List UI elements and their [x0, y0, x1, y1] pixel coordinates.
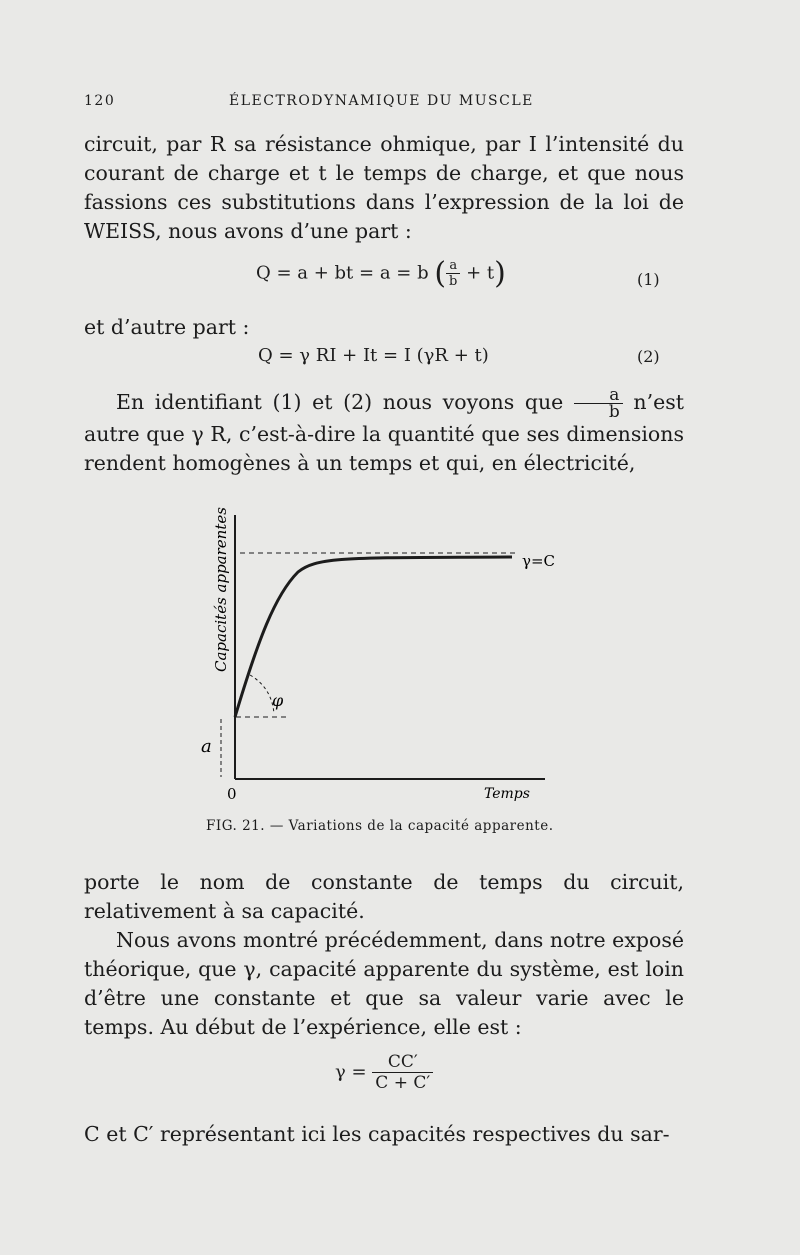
equation-3: [335, 1052, 433, 1093]
paragraph-4: [84, 926, 684, 1042]
equation-1-frac-num: a: [446, 258, 460, 274]
figure-caption: FIG. 21. — Variations de la capacité apparente.: [206, 818, 554, 834]
angle-arc: [250, 675, 274, 714]
intercept-label: a: [201, 736, 212, 757]
equation-3-den: C + C′: [375, 1073, 431, 1093]
asymptote-label: γ=C: [522, 552, 556, 570]
paragraph-3: [84, 868, 684, 926]
equation-3-num: CC′: [372, 1052, 433, 1073]
paragraph-4-text: Nous avons montré précédemment, dans notre exposé théorique, que γ, capacité apparente du système, est loin d’être une constante et que sa valeur varie avec le temps. Au début de l’expérience, elle est :: [84, 928, 684, 1039]
equation-2-number: (2): [637, 347, 660, 366]
page-number: 120: [84, 93, 116, 109]
paragraph-3-text: porte le nom de constante de temps du circuit, relativement à sa capacité.: [84, 870, 684, 923]
running-title: ÉLECTRODYNAMIQUE DU MUSCLE: [229, 93, 534, 109]
equation-1-tail: + t: [460, 262, 495, 284]
paragraph-5-text: C et C′ représentant ici les capacités respectives du sar-: [84, 1122, 670, 1146]
equation-1-frac-den: b: [449, 274, 458, 289]
paragraph-2-end: n’est autre que γ R, c’est-à-dire la quantité que ses dimensions rendent homogènes à un temps et qui, en électricité,: [84, 390, 684, 475]
equation-1-text: Q = a + bt = a = b: [256, 262, 435, 284]
connector-text: et d’autre part :: [84, 315, 250, 339]
x-axis-label: Temps: [484, 786, 530, 802]
paragraph-1-text: circuit, par R sa résistance ohmique, par I l’intensité du courant de charge et t le temps de charge, et que nous fassions ces substitutions dans l’expression de la loi de WEISS, nous avons d’une part :: [84, 132, 684, 243]
paragraph-2-start: En identifiant (1) et (2) nous voyons que: [116, 390, 574, 414]
paragraph-2-frac-num: a: [574, 387, 623, 404]
equation-1-number: (1): [637, 270, 660, 289]
paragraph-5: [84, 1120, 684, 1149]
equation-2: Q = γ RI + It = I (γR + t): [258, 345, 489, 366]
paragraph-2-frac-den: b: [608, 402, 620, 422]
origin-label: 0: [227, 785, 237, 803]
angle-label: φ: [272, 691, 284, 710]
y-axis-label: Capacités apparentes: [212, 507, 230, 672]
equation-1: Q = a + bt = a = b ( $\frac{a}{b}$ + t): [256, 256, 506, 291]
equation-3-lhs: γ =: [335, 1061, 367, 1083]
